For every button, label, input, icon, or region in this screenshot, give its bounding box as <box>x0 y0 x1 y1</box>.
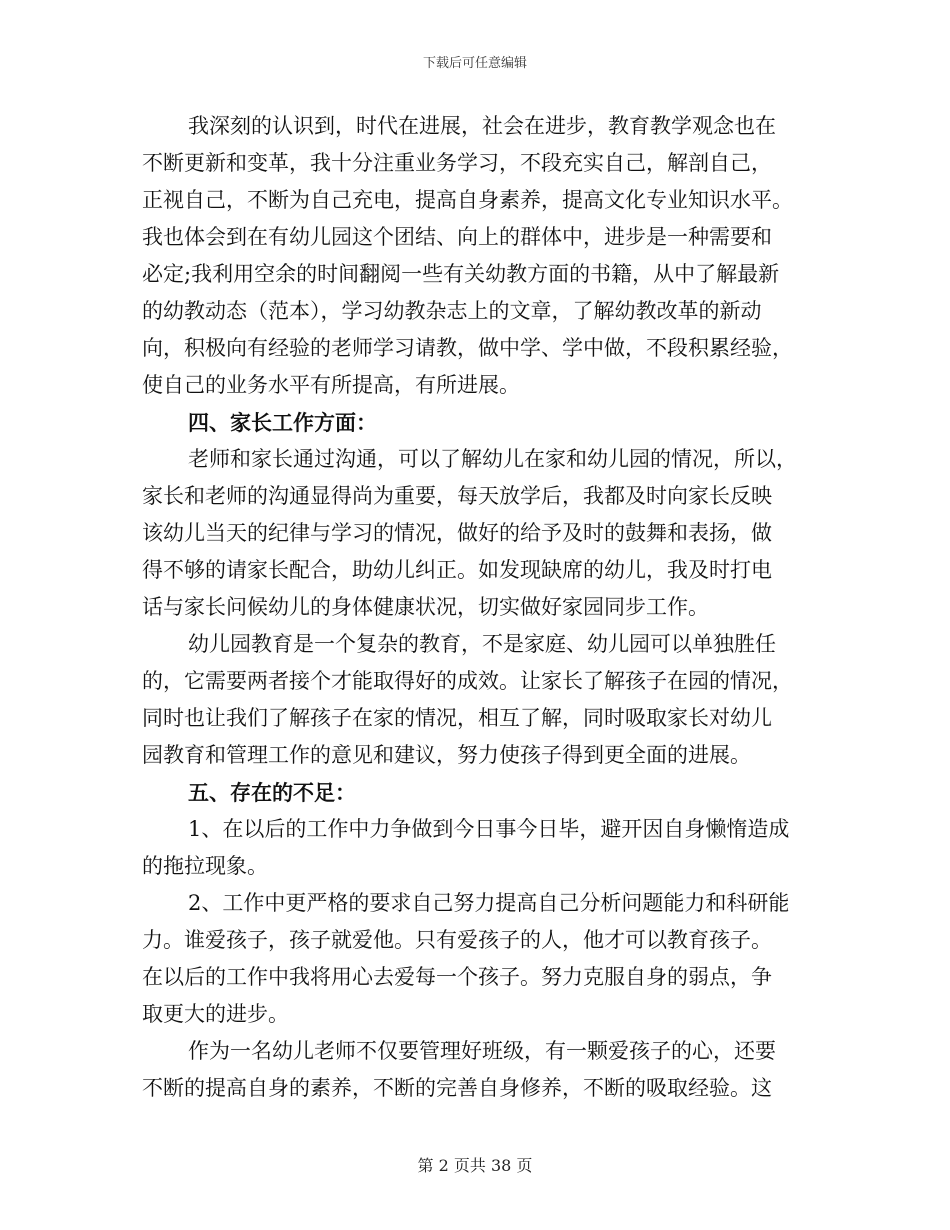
text-line: 2、工作中更严格的要求自己努力提高自己分析问题能力和科研能 <box>188 891 790 915</box>
text-line: 的幼教动态（范本），学习幼教杂志上的文章，了解幼教改革的新动 <box>142 299 762 323</box>
text-line: 正视自己，不断为自己充电，提高自身素养，提高文化专业知识水平。 <box>142 188 793 212</box>
text-line: 向，积极向有经验的老师学习请教，做中学、学中做，不段积累经验， <box>142 336 793 360</box>
text-line: 在以后的工作中我将用心去爱每一个孩子。努力克服自身的弱点，争 <box>142 965 772 989</box>
text-line: 使自己的业务水平有所提高，有所进展。 <box>142 373 520 397</box>
text-line: 我深刻的认识到，时代在进展，社会在进步，教育教学观念也在 <box>188 114 776 138</box>
text-line: 幼儿园教育是一个复杂的教育，不是家庭、幼儿园可以单独胜任 <box>188 632 776 656</box>
text-line: 家长和老师的沟通显得尚为重要，每天放学后，我都及时向家长反映 <box>142 484 772 508</box>
text-line: 得不够的请家长配合，助幼儿纠正。如发现缺席的幼儿，我及时打电 <box>142 558 772 582</box>
text-line: 作为一名幼儿老师不仅要管理好班级，有一颗爱孩子的心，还要 <box>188 1039 776 1063</box>
text-line: 1、在以后的工作中力争做到今日事今日毕，避开因自身懒惰造成 <box>188 817 790 841</box>
text-line: 同时也让我们了解孩子在家的情况，相互了解，同时吸取家长对幼儿 <box>142 706 772 730</box>
text-line: 的，它需要两者接个才能取得好的成效。让家长了解孩子在园的情况， <box>142 669 793 693</box>
text-line: 园教育和管理工作的意见和建议，努力使孩子得到更全面的进展。 <box>142 743 751 767</box>
text-line: 的拖拉现象。 <box>142 854 268 878</box>
text-line: 必定;我利用空余的时间翻阅一些有关幼教方面的书籍，从中了解最新 <box>142 262 780 286</box>
text-line: 不断更新和变革，我十分注重业务学习，不段充实自己，解剖自己， <box>142 151 772 175</box>
page-header: 下载后可任意编辑 <box>422 56 527 71</box>
text-line: 不断的提高自身的素养，不断的完善自身修养，不断的吸取经验。这 <box>142 1076 772 1100</box>
text-line: 我也体会到在有幼儿园这个团结、向上的群体中，进步是一种需要和 <box>142 225 772 249</box>
section-heading: 四、家长工作方面： <box>188 410 377 435</box>
section-heading: 五、存在的不足： <box>188 780 356 805</box>
text-line: 老师和家长通过沟通，可以了解幼儿在家和幼儿园的情况，所以， <box>188 447 797 471</box>
text-line: 力。谁爱孩子，孩子就爱他。只有爱孩子的人，他才可以教育孩子。 <box>142 928 772 952</box>
text-line: 取更大的进步。 <box>142 1002 289 1026</box>
document-body <box>142 108 814 1107</box>
text-line: 该幼儿当天的纪律与学习的情况，做好的给予及时的鼓舞和表扬，做 <box>142 521 772 545</box>
text-line: 话与家长问候幼儿的身体健康状况，切实做好家园同步工作。 <box>142 595 709 619</box>
page-footer: 第 2 页共 38 页 <box>417 1156 533 1175</box>
